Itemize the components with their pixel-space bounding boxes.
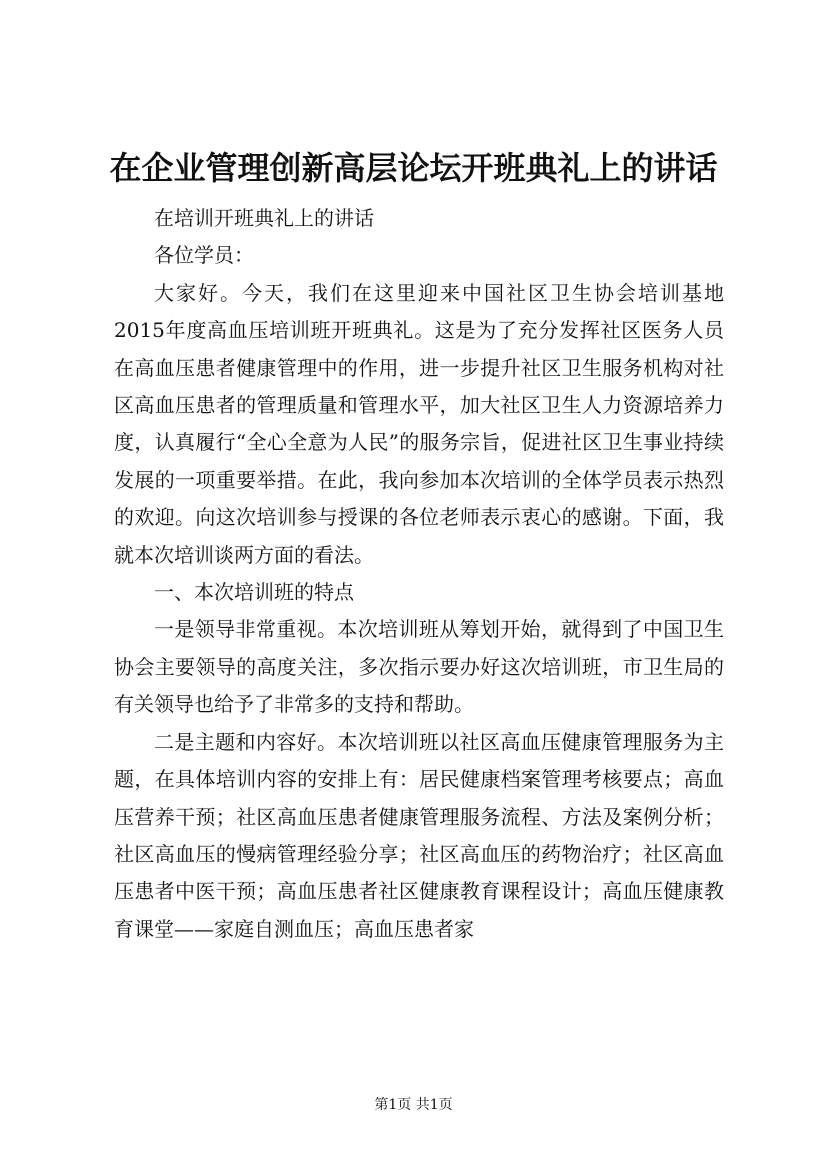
document-title: 在企业管理创新高层论坛开班典礼上的讲话: [109, 149, 718, 187]
paragraph-point-two: 二是主题和内容好。本次培训班以社区高血压健康管理服务为主题，在具体培训内容的安排上有：居民健康档案管理考核要点；高血压营养干预；社区高血压患者健康管理服务流程、方法及案例分析；社区高血压的慢病管理经验分享；社区高血压的药物治疗；社区高血压患者中医干预；高血压患者社区健康教育课程设计；高血压健康教育课堂——家庭自测血压；高血压患者家: [114, 729, 724, 941]
section-heading-features: 一、本次培训班的特点: [154, 580, 354, 605]
paragraph-salutation: 各位学员：: [154, 243, 254, 268]
paragraph-subtitle: 在培训开班典礼上的讲话: [154, 206, 374, 230]
page-footer: 第1页 共1页: [374, 1097, 453, 1113]
document-body: [114, 196, 724, 948]
paragraph-opening: 大家好。今天，我们在这里迎来中国社区卫生协会培训基地2015年度高血压培训班开班典礼。这是为了充分发挥社区医务人员在高血压患者健康管理中的作用，进一步提升社区卫生服务机构对社区高血压患者的管理质量和管理水平，加大社区卫生人力资源培养力度，认真履行“全心全意为人民”的服务宗旨，促进社区卫生事业持续发展的一项重要举措。在此，我向参加本次培训的全体学员表示热烈的欢迎。向这次培训参与授课的各位老师表示衷心的感谢。下面，我就本次培训谈两方面的看法。: [114, 280, 724, 567]
paragraph-point-one: 一是领导非常重视。本次培训班从筹划开始，就得到了中国卫生协会主要领导的高度关注，多次指示要办好这次培训班，市卫生局的有关领导也给予了非常多的支持和帮助。: [114, 617, 724, 717]
